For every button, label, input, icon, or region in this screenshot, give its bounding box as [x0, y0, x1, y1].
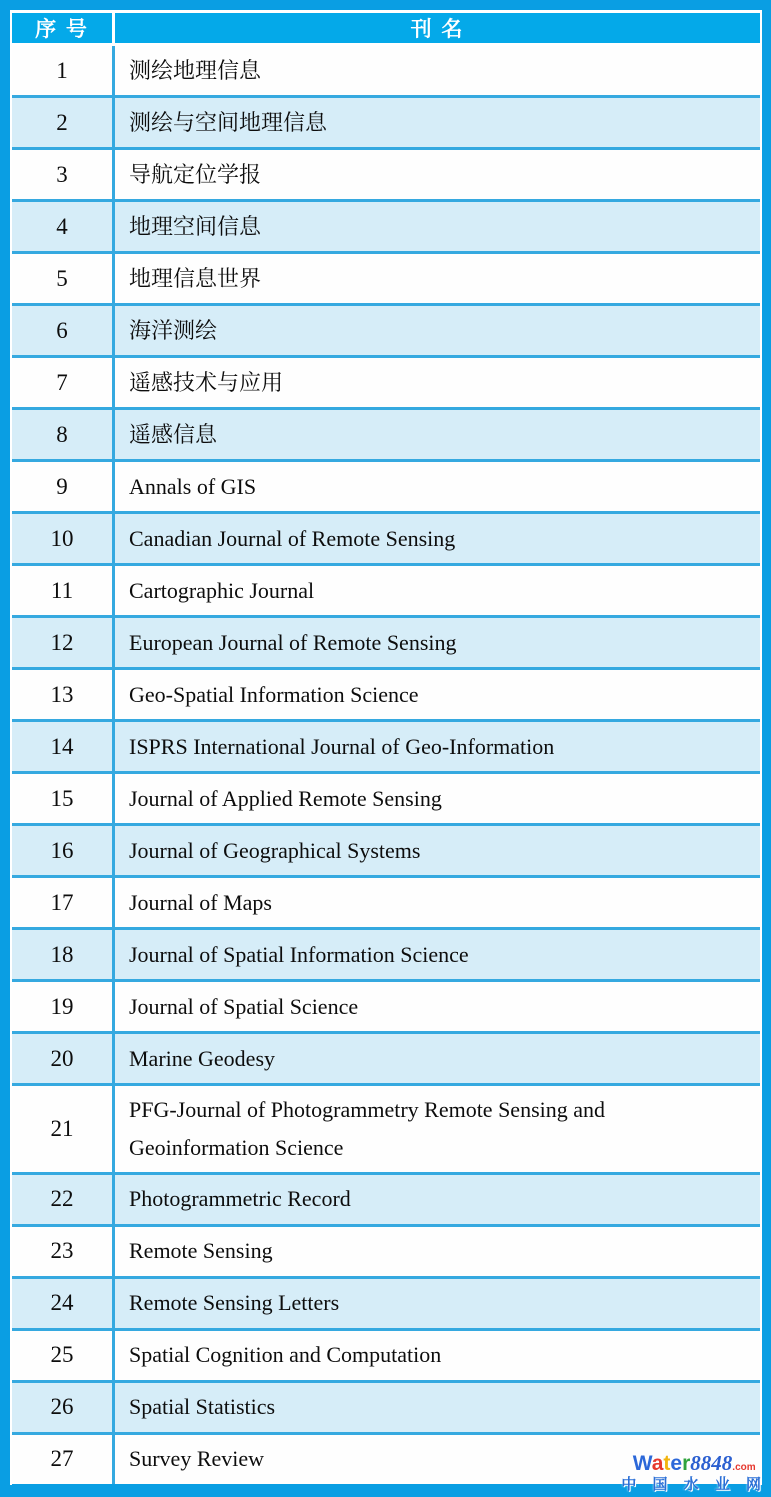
row-serial-number: 3 — [12, 150, 115, 199]
watermark-brand-word — [633, 1452, 691, 1475]
row-serial-number: 2 — [12, 98, 115, 147]
table-row — [12, 670, 760, 722]
table-row — [12, 618, 760, 670]
row-journal-name: Cartographic Journal — [129, 577, 315, 603]
row-serial-number: 17 — [12, 878, 115, 927]
watermark-letter: a — [651, 1452, 664, 1475]
row-serial-number: 13 — [12, 670, 115, 719]
row-serial-number: 22 — [12, 1175, 115, 1224]
row-journal-name: Remote Sensing — [129, 1238, 273, 1264]
table-row — [12, 46, 760, 98]
row-serial-number: 12 — [12, 618, 115, 667]
table-row — [12, 1086, 760, 1175]
table-row — [12, 982, 760, 1034]
table-row — [12, 878, 760, 930]
row-journal-name: 海洋测绘 — [129, 317, 218, 343]
row-journal-name: Marine Geodesy — [129, 1045, 276, 1071]
table-row — [12, 462, 760, 514]
row-journal-name: PFG-Journal of Photogrammetry Remote Sensing and Geoinformation Science — [129, 1097, 606, 1160]
row-journal-name: Journal of Spatial Information Science — [129, 941, 469, 967]
watermark-subtitle: 中 国 水 业 网 — [621, 1476, 767, 1493]
row-serial-number: 5 — [12, 254, 115, 303]
row-serial-number: 16 — [12, 826, 115, 875]
table-row — [12, 1034, 760, 1086]
row-journal-name: Journal of Spatial Science — [129, 993, 359, 1019]
journal-table — [10, 10, 762, 1485]
table-row — [12, 774, 760, 826]
table-row — [12, 1175, 760, 1227]
row-journal-name: Geo-Spatial Information Science — [129, 681, 419, 707]
watermark-letter: t — [663, 1452, 671, 1475]
row-journal-name: Journal of Applied Remote Sensing — [129, 785, 442, 811]
header-cell-serial-number: 序 号 — [12, 13, 115, 43]
row-journal-name: Survey Review — [129, 1446, 265, 1472]
row-journal-name: 导航定位学报 — [129, 161, 262, 187]
table-row — [12, 410, 760, 462]
row-journal-name: ISPRS International Journal of Geo-Information — [129, 733, 555, 759]
row-journal-name: 测绘与空间地理信息 — [129, 109, 328, 135]
watermark-brand — [621, 1453, 767, 1474]
row-journal-name: Photogrammetric Record — [129, 1186, 351, 1212]
table-header-row — [12, 10, 760, 46]
table-row — [12, 1383, 760, 1435]
row-serial-number: 25 — [12, 1331, 115, 1380]
table-row — [12, 1331, 760, 1383]
table-row — [12, 150, 760, 202]
table-row — [12, 514, 760, 566]
table-row — [12, 254, 760, 306]
row-journal-name: 地理空间信息 — [129, 213, 262, 239]
row-journal-name: Spatial Cognition and Computation — [129, 1342, 442, 1368]
row-serial-number: 20 — [12, 1034, 115, 1083]
table-row — [12, 566, 760, 618]
row-journal-name: Annals of GIS — [129, 473, 257, 499]
row-journal-name: Canadian Journal of Remote Sensing — [129, 525, 456, 551]
header-cell-journal-name: 刊 名 — [115, 13, 760, 43]
table-body — [12, 46, 760, 1485]
table-row — [12, 1279, 760, 1331]
table-row — [12, 722, 760, 774]
watermark-letter: r — [682, 1452, 691, 1475]
watermark-water8848 — [621, 1453, 767, 1492]
row-serial-number: 27 — [12, 1435, 115, 1484]
row-serial-number: 7 — [12, 358, 115, 407]
row-serial-number: 18 — [12, 930, 115, 979]
row-journal-name: Remote Sensing Letters — [129, 1290, 340, 1316]
watermark-brand-tld: .com — [732, 1462, 756, 1473]
row-serial-number: 4 — [12, 202, 115, 251]
watermark-letter: e — [670, 1452, 683, 1475]
row-journal-name: Journal of Maps — [129, 889, 272, 915]
row-journal-name: 遥感技术与应用 — [129, 369, 284, 395]
row-journal-name: Journal of Geographical Systems — [129, 837, 421, 863]
row-journal-name: European Journal of Remote Sensing — [129, 629, 457, 655]
row-serial-number: 15 — [12, 774, 115, 823]
row-serial-number: 21 — [12, 1086, 115, 1172]
row-journal-name: 测绘地理信息 — [129, 57, 262, 83]
row-serial-number: 14 — [12, 722, 115, 771]
watermark-brand-number: 8848 — [690, 1451, 733, 1475]
table-row — [12, 358, 760, 410]
table-row — [12, 1227, 760, 1279]
row-journal-name: 遥感信息 — [129, 421, 218, 447]
watermark-letter: W — [632, 1452, 652, 1475]
row-serial-number: 9 — [12, 462, 115, 511]
row-journal-name: 地理信息世界 — [129, 265, 262, 291]
row-journal-name: Spatial Statistics — [129, 1394, 276, 1420]
row-serial-number: 1 — [12, 46, 115, 95]
row-serial-number: 23 — [12, 1227, 115, 1276]
row-serial-number: 24 — [12, 1279, 115, 1328]
row-serial-number: 10 — [12, 514, 115, 563]
row-serial-number: 8 — [12, 410, 115, 459]
row-serial-number: 11 — [12, 566, 115, 615]
row-serial-number: 19 — [12, 982, 115, 1031]
row-serial-number: 26 — [12, 1383, 115, 1432]
table-row — [12, 306, 760, 358]
row-serial-number: 6 — [12, 306, 115, 355]
table-row — [12, 98, 760, 150]
table-row — [12, 826, 760, 878]
table-row — [12, 202, 760, 254]
table-row — [12, 930, 760, 982]
